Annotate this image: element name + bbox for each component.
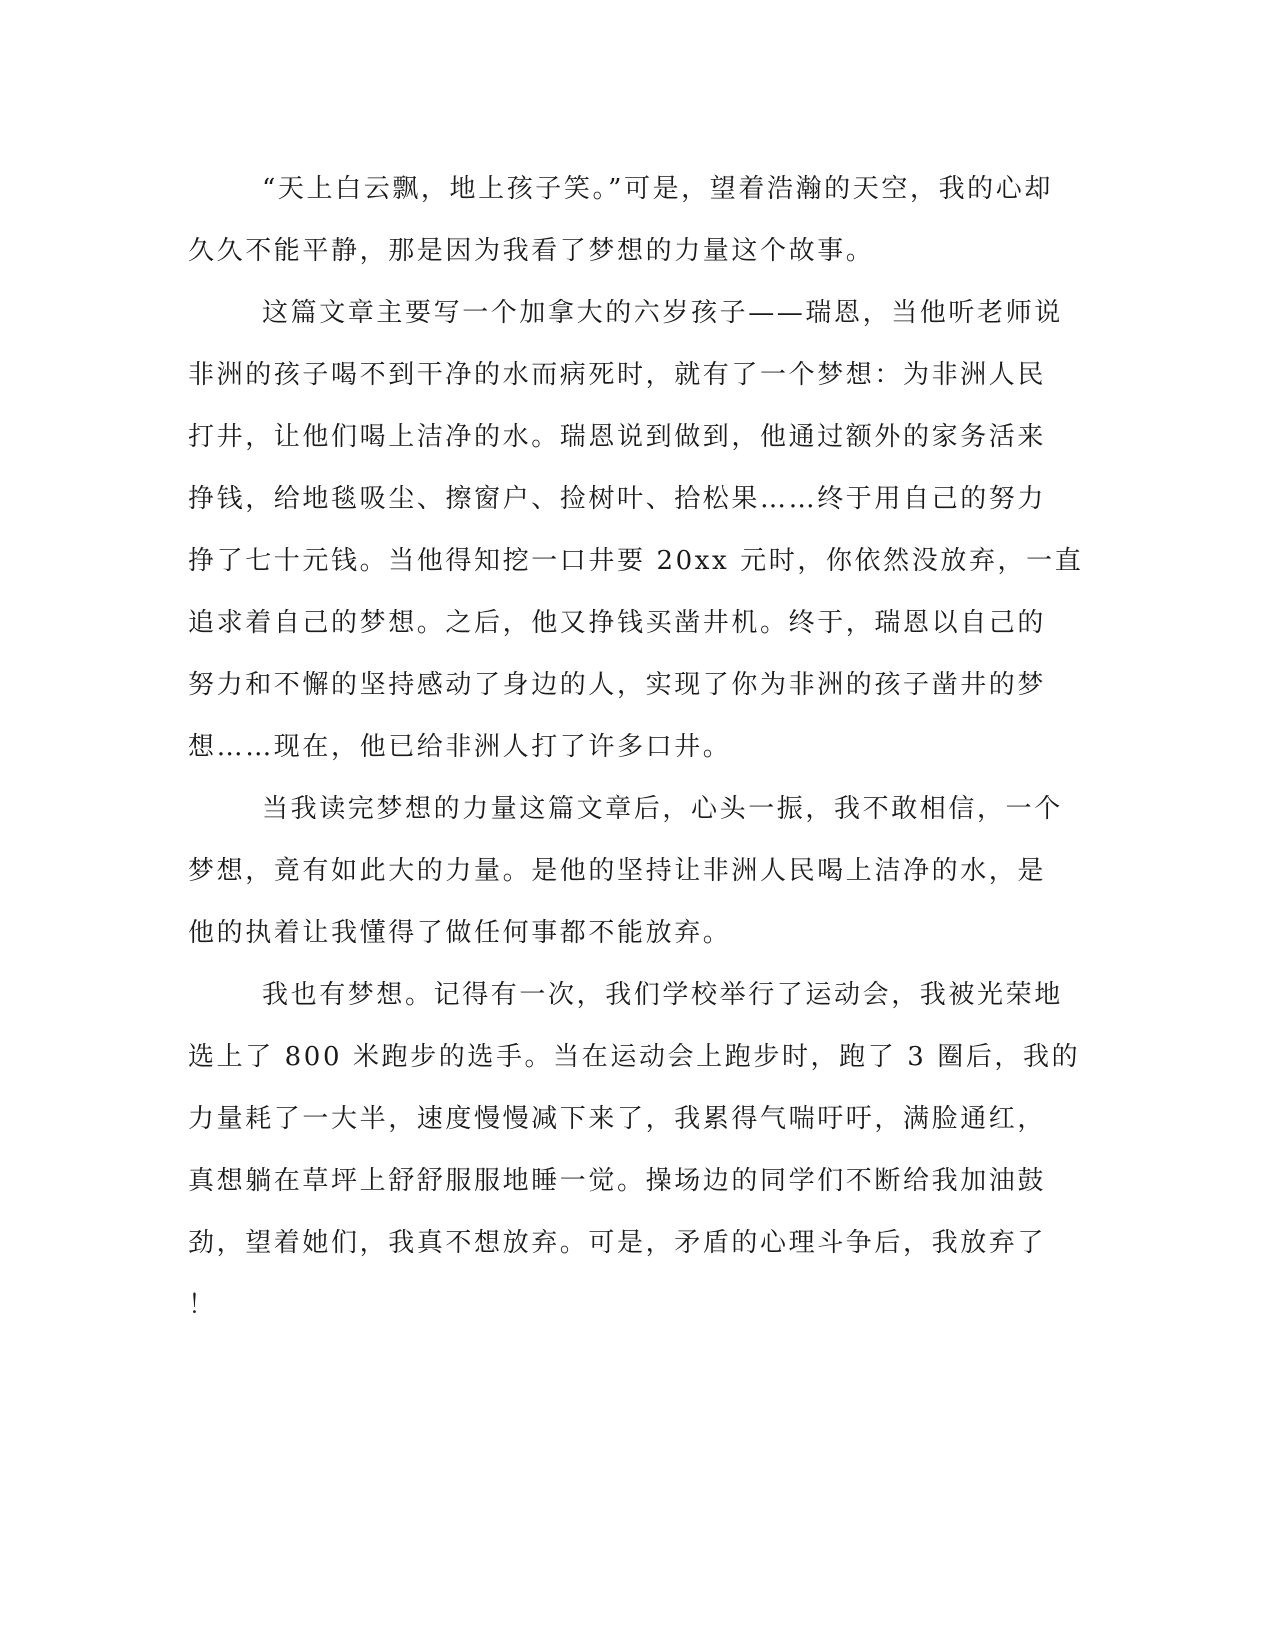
text-line: ！: [188, 1290, 217, 1320]
text-line: 力量耗了一大半，速度慢慢减下来了，我累得气喘吁吁，满脸通红，: [188, 1104, 1047, 1134]
text-line: 这篇文章主要写一个加拿大的六岁孩子——瑞恩，当他听老师说: [262, 298, 1063, 328]
text-line: 梦想，竟有如此大的力量。是他的坚持让非洲人民喝上洁净的水，是: [188, 856, 1047, 886]
text-line: 打井，让他们喝上洁净的水。瑞恩说到做到，他通过额外的家务活来: [188, 422, 1047, 452]
text-line: 劲，望着她们，我真不想放弃。可是，矛盾的心理斗争后，我放弃了: [188, 1228, 1047, 1258]
text-line: 他的执着让我懂得了做任何事都不能放弃。: [188, 918, 732, 948]
text-line: “天上白云飘，地上孩子笑。”可是，望着浩瀚的天空，我的心却: [262, 174, 1053, 204]
text-line: 真想躺在草坪上舒舒服服地睡一觉。操场边的同学们不断给我加油鼓: [188, 1166, 1047, 1196]
text-line: 非洲的孩子喝不到干净的水而病死时，就有了一个梦想：为非洲人民: [188, 360, 1047, 390]
text-line: 努力和不懈的坚持感动了身边的人，实现了你为非洲的孩子凿井的梦: [188, 670, 1047, 700]
text-line: 选上了 800 米跑步的选手。当在运动会上跑步时，跑了 3 圈后，我的: [188, 1042, 1081, 1072]
text-line: 挣钱，给地毯吸尘、擦窗户、捡树叶、拾松果……终于用自己的努力: [188, 484, 1047, 514]
document-body: [188, 158, 1084, 1336]
text-line: 当我读完梦想的力量这篇文章后，心头一振，我不敢相信，一个: [262, 794, 1063, 824]
text-line: 追求着自己的梦想。之后，他又挣钱买凿井机。终于，瑞恩以自己的: [188, 608, 1047, 638]
text-line: 挣了七十元钱。当他得知挖一口井要 20xx 元时，你依然没放弃，一直: [188, 546, 1084, 576]
paragraph-2: [188, 282, 1084, 778]
text-line: 想……现在，他已给非洲人打了许多口井。: [188, 732, 732, 762]
text-line: 久久不能平静，那是因为我看了梦想的力量这个故事。: [188, 236, 875, 266]
paragraph-3: [188, 778, 1078, 964]
paragraph-1: [188, 158, 1078, 282]
text-line: 我也有梦想。记得有一次，我们学校举行了运动会，我被光荣地: [262, 980, 1063, 1010]
paragraph-4: [188, 964, 1081, 1336]
